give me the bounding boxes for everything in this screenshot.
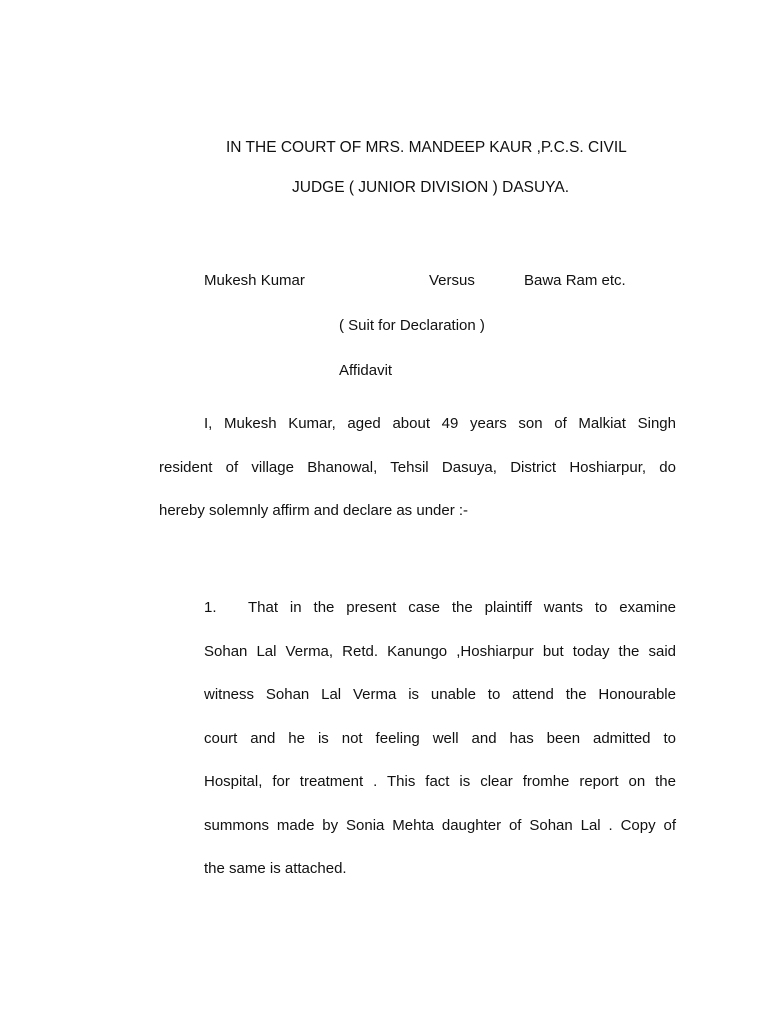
versus-label: Versus (429, 272, 475, 289)
intro-line-1: I, Mukesh Kumar, aged about 49 years son of Malkiat Singh (204, 415, 676, 432)
court-heading-line-1: IN THE COURT OF MRS. MANDEEP KAUR ,P.C.S. CIVIL (226, 139, 627, 156)
paragraph-line-3: witness Sohan Lal Verma is unable to attend the Honourable (204, 686, 676, 703)
intro-line-3: hereby solemnly affirm and declare as under :- (159, 502, 469, 519)
paragraph-line-7: the same is attached. (204, 860, 347, 877)
suit-type: ( Suit for Declaration ) (339, 317, 485, 334)
paragraph-line-4: court and he is not feeling well and has been admitted to (204, 730, 676, 747)
paragraph-line-1: That in the present case the plaintiff wants to examine (248, 599, 676, 616)
paragraph-line-6: summons made by Sonia Mehta daughter of Sohan Lal . Copy of (204, 817, 676, 834)
plaintiff-name: Mukesh Kumar (204, 272, 305, 289)
court-heading-line-2: JUDGE ( JUNIOR DIVISION ) DASUYA. (292, 179, 570, 196)
paragraph-line-5: Hospital, for treatment . This fact is clear fromhe report on the (204, 773, 676, 790)
paragraph-line-2: Sohan Lal Verma, Retd. Kanungo ,Hoshiarpur but today the said (204, 643, 676, 660)
paragraph-number: 1. (204, 599, 217, 616)
document-type: Affidavit (339, 362, 393, 379)
defendant-name: Bawa Ram etc. (524, 272, 626, 289)
intro-line-2: resident of village Bhanowal, Tehsil Dasuya, District Hoshiarpur, do (159, 459, 676, 476)
